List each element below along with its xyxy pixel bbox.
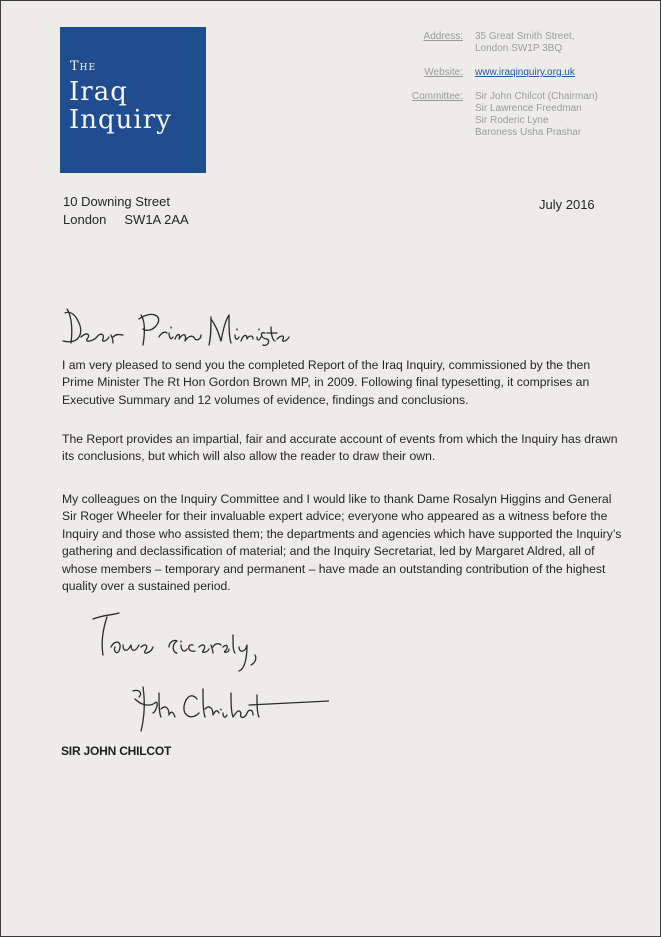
website-label: Website: [424, 67, 463, 78]
body-paragraph-1: I am very pleased to send you the completed Report of the Iraq Inquiry, commissioned by the then Prime Minister The Rt Hon Gordon Brown MP, in 2009. Following final typesetting, it comprises an Executive Summary and 12 volumes of evidence, findings and conclusions. [62, 358, 591, 407]
signature-handwriting [129, 681, 329, 741]
salutation-handwriting [61, 301, 291, 351]
recipient-city: London [63, 212, 107, 227]
recipient-postcode: SW1A 2AA [124, 212, 189, 227]
committee-label: Committee: [411, 91, 463, 102]
signer-name: SIR JOHN CHILCOT [61, 744, 172, 758]
committee-member: Sir Lawrence Freedman [475, 103, 582, 114]
logo-line-inquiry: Inquiry [69, 105, 172, 135]
iraq-inquiry-logo [60, 27, 206, 173]
handwritten-salutation [61, 301, 291, 356]
address-label: Address: [423, 31, 463, 42]
address-line-1: 35 Great Smith Street, [475, 31, 575, 42]
website-link[interactable]: www.iraqinquiry.org.uk [475, 67, 575, 78]
logo-line-the: The [70, 59, 97, 74]
recipient-address [63, 193, 189, 229]
recipient-street: 10 Downing Street [63, 194, 170, 209]
address-line-2: London SW1P 3BQ [475, 43, 563, 54]
signature [129, 681, 329, 746]
committee-member: Sir John Chilcot (Chairman) [475, 91, 598, 102]
logo-line-iraq: Iraq [69, 77, 128, 107]
handwritten-closing [89, 609, 289, 684]
body-paragraph-3: My colleagues on the Inquiry Committee and I would like to thank Dame Rosalyn Higgins and General Sir Roger Wheeler for their invaluable expert advice; everyone who appeared as a witness before the Inquiry and those who assisted them; the departments and agencies which have supported the Inquiry’s gathering and declassification of material; and the Inquiry Secretariat, led by Margaret Aldred, all of whose members – temporary and permanent – have made an outstanding contribution of the highest quality over a sustained period. [62, 492, 622, 594]
letter-date: July 2016 [539, 197, 595, 212]
closing-handwriting [89, 609, 289, 679]
committee-member: Sir Roderic Lyne [475, 115, 549, 126]
body-paragraph-2: The Report provides an impartial, fair and accurate account of events from which the Inquiry has drawn its conclusions, but which will also allow the reader to draw their own. [62, 432, 618, 464]
committee-member: Baroness Usha Prashar [475, 127, 582, 138]
